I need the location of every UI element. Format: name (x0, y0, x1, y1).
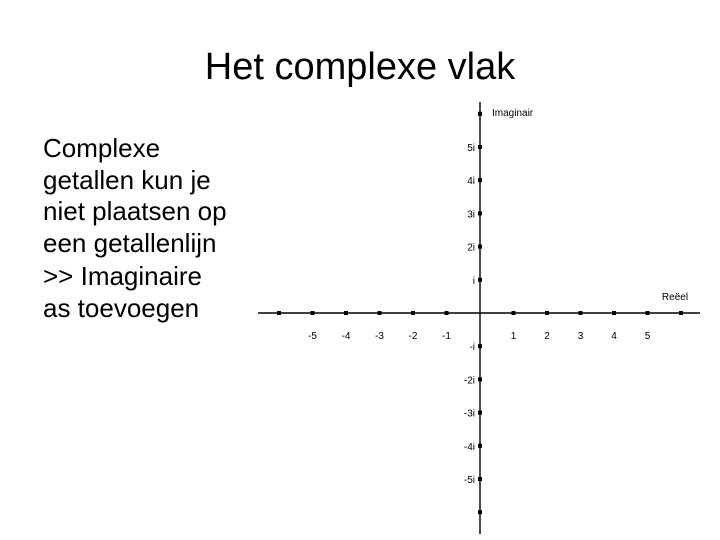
body-line: niet plaatsen op (43, 196, 227, 226)
imaginary-tick-label: -4i (463, 441, 475, 453)
imaginary-axis-title: Imaginair (492, 107, 534, 119)
body-line: een getallenlijn (43, 227, 217, 258)
real-tick-mark (646, 311, 650, 315)
imaginary-tick-label: -2i (463, 375, 475, 387)
real-tick-mark (311, 311, 315, 315)
real-tick-label: -1 (442, 331, 451, 342)
imaginary-tick-label: -3i (463, 408, 475, 420)
real-tick-mark (378, 311, 382, 315)
imaginary-tick-mark (478, 444, 482, 448)
imaginary-tick-label: -5i (463, 475, 475, 486)
real-axis-end-mark (679, 311, 683, 315)
real-tick-label: -5 (308, 331, 317, 342)
real-tick-label: -3 (375, 331, 384, 342)
real-tick-mark (411, 311, 415, 315)
imaginary-tick-mark (478, 211, 482, 215)
real-tick-label: 1 (510, 331, 517, 342)
imaginary-tick-mark (478, 477, 482, 481)
imaginary-tick-mark (478, 278, 482, 282)
real-tick-label: 5 (644, 331, 651, 342)
imaginary-tick-mark (478, 145, 482, 149)
slide-title: Het complexe vlak (204, 46, 516, 88)
imaginary-tick-label: 2i (467, 242, 475, 254)
imaginary-tick-mark (478, 344, 482, 348)
real-tick-label: 4 (611, 331, 617, 342)
real-tick-mark (445, 311, 449, 315)
real-tick-mark (545, 311, 549, 315)
real-axis-end-mark (277, 311, 281, 315)
real-tick-label: -2 (408, 331, 418, 342)
real-tick-mark (344, 311, 348, 315)
body-line: getallen kun je (43, 164, 211, 195)
body-line: >> Imaginaire (43, 261, 202, 291)
imaginary-tick-label: -i (469, 342, 475, 354)
imaginary-tick-label: 5i (467, 143, 475, 154)
real-tick-mark (579, 311, 583, 315)
real-tick-label: 2 (544, 331, 550, 342)
real-tick-mark (512, 311, 516, 315)
imaginary-tick-label: i (472, 275, 475, 287)
imaginary-axis-end-mark (478, 510, 482, 514)
imaginary-tick-mark (478, 245, 482, 249)
body-line: as toevoegen (43, 292, 200, 323)
imaginary-tick-mark (478, 377, 482, 381)
real-tick-mark (612, 311, 616, 315)
imaginary-axis-end-mark (478, 112, 482, 116)
imaginary-tick-label: 4i (467, 176, 475, 188)
real-tick-label: 3 (577, 331, 584, 342)
imaginary-tick-mark (478, 411, 482, 415)
imaginary-tick-mark (478, 178, 482, 182)
real-tick-label: -4 (341, 331, 351, 342)
imaginary-tick-label: 3i (467, 209, 475, 221)
real-axis-title: Reëel (661, 292, 689, 303)
body-line: Complexe (43, 133, 161, 163)
